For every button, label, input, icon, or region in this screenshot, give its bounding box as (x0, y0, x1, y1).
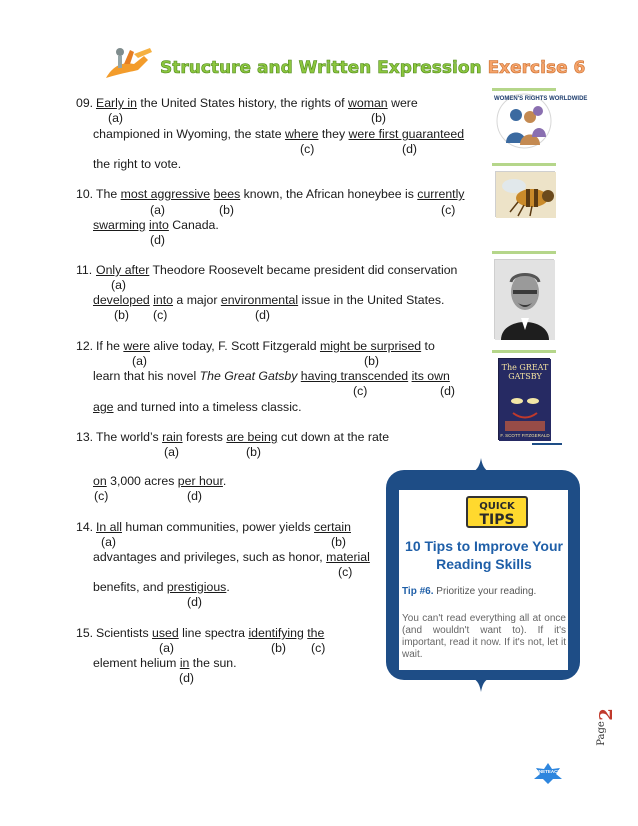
question-text-line: benefits, and prestigious. (93, 580, 230, 594)
underlined-segment: currently (417, 187, 465, 201)
tips-frame-notch-bottom (472, 678, 490, 692)
question-text-line: If he were alive today, F. Scott Fitzgerald might be surprised to (96, 339, 435, 353)
gatsby-cover-title: The GREAT GATSBY (501, 363, 549, 381)
underlined-segment: the (307, 626, 325, 640)
answer-label: (d) (440, 384, 456, 398)
answer-label: (d) (179, 671, 195, 685)
tips-title: 10 Tips to Improve Your Reading Skills (405, 538, 563, 572)
answer-label: (c) (338, 565, 353, 579)
question-text-line: learn that his novel The Great Gatsby having transcended its own (93, 369, 450, 383)
badge-quick: QUICK (479, 501, 515, 512)
question-text-line: championed in Wyoming, the state where they were first guaranteed (93, 127, 465, 141)
answer-label: (a) (101, 535, 117, 549)
underlined-segment: prestigious (166, 580, 227, 594)
badge-tips: TIPS (479, 512, 515, 528)
underlined-segment: certain (314, 520, 351, 534)
answer-label: (d) (255, 308, 271, 322)
answer-label: (c) (300, 142, 315, 156)
title-main: Structure and Written Expression (160, 58, 482, 78)
header-logo-icon (104, 44, 156, 80)
question-text-line: the right to vote. (93, 157, 182, 171)
title-exercise: Exercise 6 (487, 58, 586, 78)
answer-label: (b) (364, 354, 380, 368)
page-title (160, 58, 585, 78)
divider-line (492, 350, 556, 353)
question-text-line: advantages and privileges, such as honor, material (93, 550, 370, 564)
answer-label: (c) (153, 308, 168, 322)
question-text-line: on 3,000 acres per hour. (93, 474, 227, 488)
honeybee-image (495, 171, 555, 217)
answer-label: (b) (371, 111, 387, 125)
question-text-line: Scientists used line spectra identifying the (96, 626, 325, 640)
underlined-segment: Early in (96, 96, 138, 110)
answer-label: (c) (94, 489, 109, 503)
question-number: 14. (76, 520, 94, 534)
underlined-segment: most aggressive (120, 187, 211, 201)
underlined-segment: might be surprised (319, 339, 422, 353)
tip-heading-text: Prioritize your reading. (433, 586, 537, 597)
question-text-line: age and turned into a timeless classic. (93, 400, 302, 414)
tip-body: You can't read everything all at once (and wouldn't want to). If it's important, read it now. If it's not, let it wait. (402, 613, 566, 660)
underlined-segment: in (179, 656, 190, 670)
underlined-segment: rain (162, 430, 183, 444)
answer-label: (a) (150, 203, 166, 217)
question-text-line: developed into a major environmental issue in the United States. (93, 293, 445, 307)
answer-label: (d) (187, 595, 203, 609)
underlined-segment: were first guaranteed (348, 127, 465, 141)
underlined-segment: are being (226, 430, 278, 444)
question-number: 13. (76, 430, 94, 444)
question-text-line: element helium in the sun. (93, 656, 237, 670)
tip-number: Tip #6. (402, 586, 434, 597)
answer-label: (d) (150, 233, 166, 247)
underlined-segment: into (149, 218, 169, 232)
divider-line (492, 88, 556, 91)
question-text-line: The most aggressive bees known, the African honeybee is currently (96, 187, 465, 201)
underlined-segment: were (123, 339, 151, 353)
cover-underline (532, 443, 562, 445)
tips-frame-notch-top (472, 458, 490, 472)
underlined-segment: into (153, 293, 174, 307)
question-number: 10. (76, 187, 94, 201)
question-text-line: Only after Theodore Roosevelt became president did conservation (96, 263, 458, 277)
answer-label: (d) (402, 142, 418, 156)
question-text-line: The world’s rain forests are being cut down at the rate (96, 430, 390, 444)
answer-label: (b) (114, 308, 130, 322)
answer-label: (c) (353, 384, 368, 398)
answer-label: (a) (108, 111, 124, 125)
underlined-segment: per hour (177, 474, 223, 488)
answer-label: (b) (219, 203, 235, 217)
page-word: Page (595, 721, 607, 746)
question-number: 09. (76, 96, 94, 110)
answer-label: (a) (159, 641, 175, 655)
underlined-segment: identifying (248, 626, 304, 640)
footer-logo (532, 762, 564, 784)
answer-label: (d) (187, 489, 203, 503)
answer-label: (b) (246, 445, 262, 459)
underlined-segment: bees (213, 187, 241, 201)
underlined-segment: developed (93, 293, 150, 307)
answer-label: (b) (271, 641, 287, 655)
question-text-line: Early in the United States history, the rights of woman were (96, 96, 418, 110)
womens-rights-label: WOMEN'S RIGHTS WORLDWIDE (494, 96, 588, 102)
womens-rights-image (494, 93, 588, 149)
question-number: 11. (76, 263, 93, 277)
page-number: 2 (595, 708, 617, 721)
question-number: 15. (76, 626, 94, 640)
underlined-segment: having transcended (300, 369, 409, 383)
answer-label: (a) (111, 278, 127, 292)
underlined-segment: Only after (96, 263, 150, 277)
underlined-segment: age (93, 400, 114, 414)
answer-label: (c) (441, 203, 456, 217)
underlined-segment: where (284, 127, 319, 141)
underlined-segment: its own (411, 369, 450, 383)
underlined-segment: used (152, 626, 179, 640)
underlined-segment: woman (348, 96, 388, 110)
underlined-segment: environmental (220, 293, 299, 307)
italic-title: The Great Gatsby (199, 369, 298, 383)
underlined-segment: on (93, 474, 107, 488)
great-gatsby-cover-image (498, 358, 550, 440)
footer-logo-text: ONETEACH (535, 769, 561, 774)
divider-line (492, 251, 556, 254)
divider-line (492, 163, 556, 166)
page-number-label (597, 706, 621, 750)
answer-label: (b) (331, 535, 347, 549)
question-text-line: swarming into Canada. (93, 218, 219, 232)
question-text-line: In all human communities, power yields certain (96, 520, 351, 534)
underlined-segment: swarming (93, 218, 146, 232)
question-number: 12. (76, 339, 94, 353)
answer-label: (c) (311, 641, 326, 655)
gatsby-cover-author: F. SCOTT FITZGERALD (500, 433, 550, 438)
quick-tips-badge (466, 496, 528, 528)
answer-label: (a) (164, 445, 180, 459)
tip-heading (402, 586, 566, 597)
underlined-segment: In all (96, 520, 122, 534)
underlined-segment: material (326, 550, 370, 564)
roosevelt-portrait-image (494, 259, 554, 339)
answer-label: (a) (132, 354, 148, 368)
